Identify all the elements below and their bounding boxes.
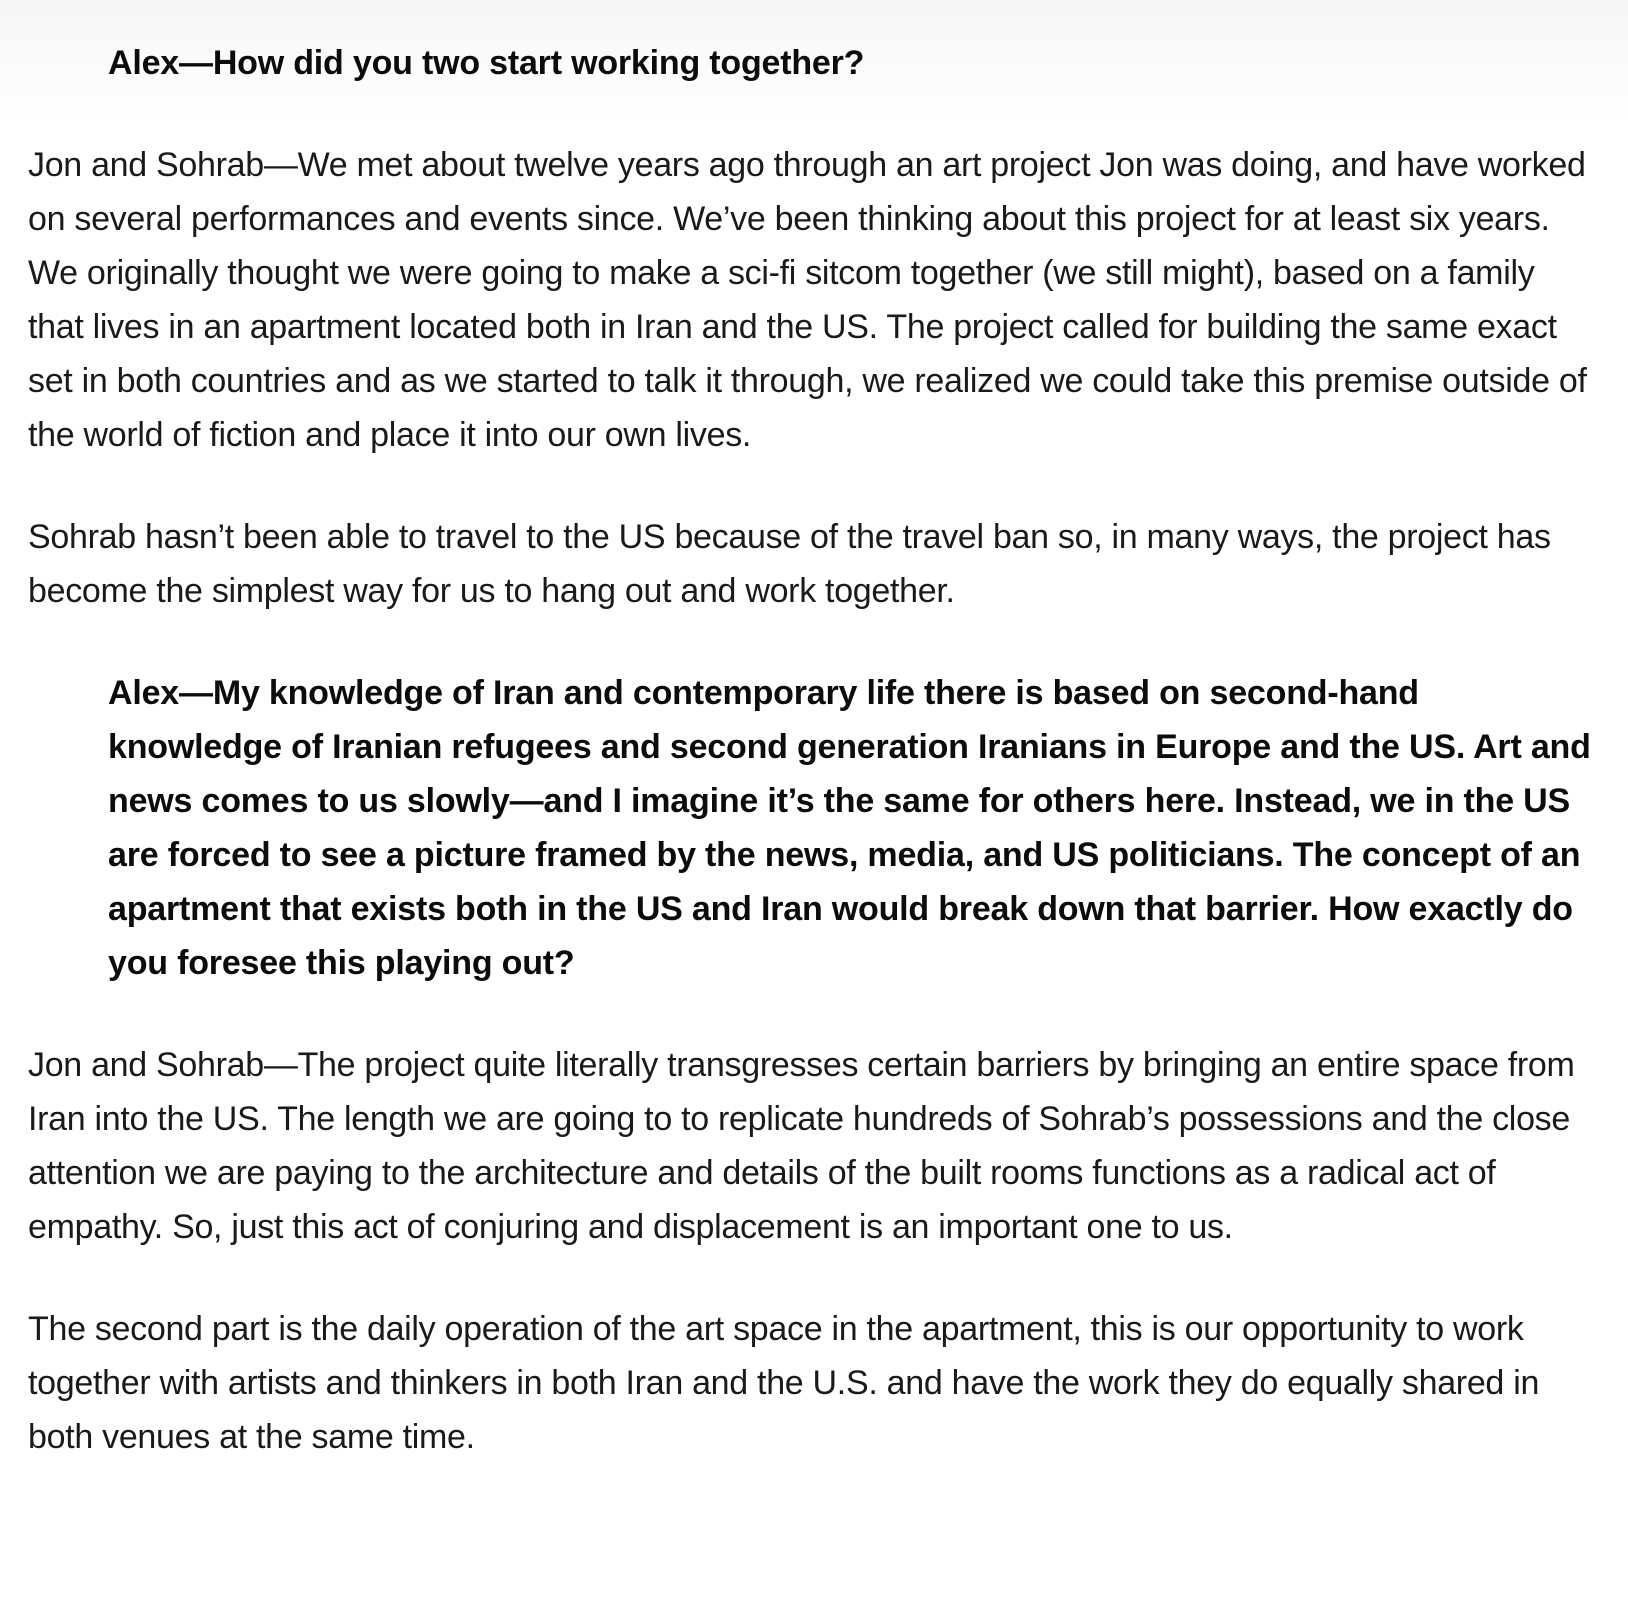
interview-answer: Jon and Sohrab—The project quite literally transgresses certain barriers by bringing an entire space from Iran into the US. The length we are going to to replicate hundreds of Sohrab’s possessions and the close attention we are paying to the architecture and details of the built rooms functions as a radical act of empathy. So, just this act of conjuring and displacement is an important one to us. — [28, 1046, 1575, 1246]
interview-question: Alex—My knowledge of Iran and contemporary life there is based on second-hand knowledge of Iranian refugees and second generation Iranians in Europe and the US. Art and news comes to us slowly—and I imagine it’s the same for others here. Instead, we in the US are forced to see a picture framed by the news, media, and US politicians. The concept of an apartment that exists both in the US and Iran would break down that barrier. How exactly do you foresee this playing out? — [108, 674, 1591, 982]
interview-question: Alex—How did you two start working together? — [108, 44, 865, 82]
interview-answer: Jon and Sohrab—We met about twelve years ago through an art project Jon was doing, and have worked on several performances and events since. We’ve been thinking about this project for at least six years. We originally thought we were going to make a sci-fi sitcom together (we still might), based on a family that lives in an apartment located both in Iran and the US. The project called for building the same exact set in both countries and as we started to talk it through, we realized we could take this premise outside of the world of fiction and place it into our own lives. — [28, 146, 1587, 454]
interview-answer: Sohrab hasn’t been able to travel to the US because of the travel ban so, in many ways, the project has become the simplest way for us to hang out and work together. — [28, 518, 1551, 610]
interview-answer: The second part is the daily operation of the art space in the apartment, this is our opportunity to work together with artists and thinkers in both Iran and the U.S. and have the work they do equally shared in both venues at the same time. — [28, 1310, 1540, 1456]
